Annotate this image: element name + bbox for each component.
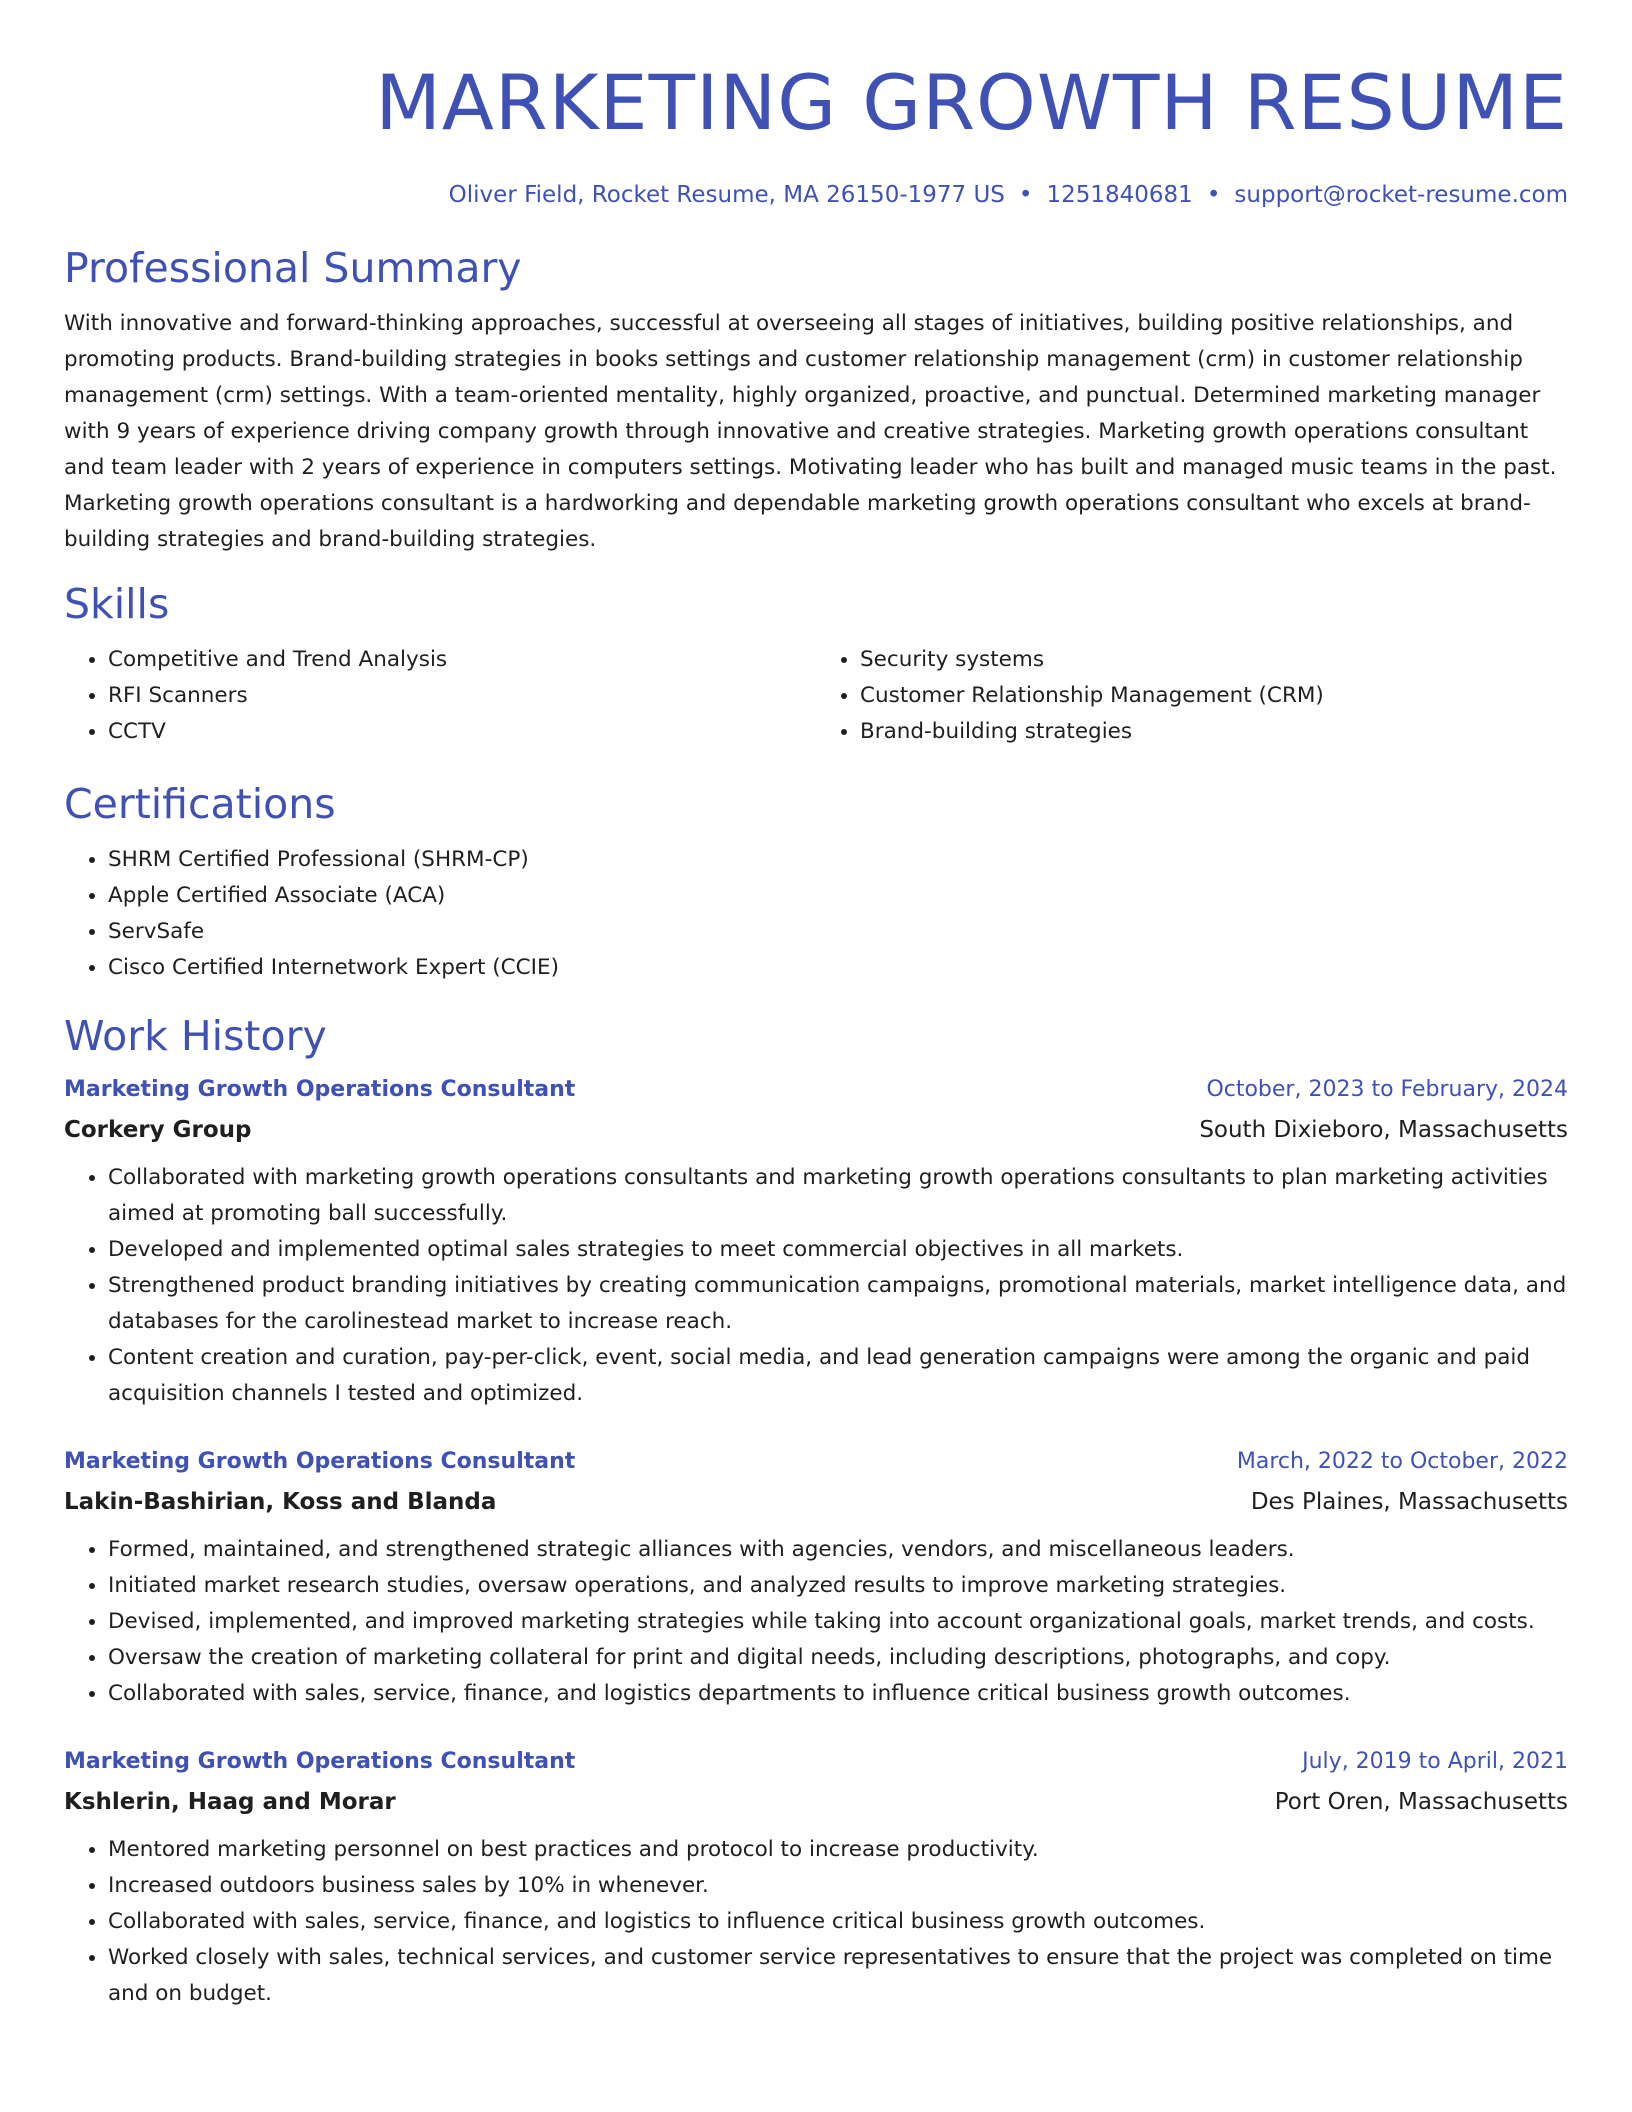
skills-list-right xyxy=(816,642,1568,750)
section-heading-work-history: Work History xyxy=(64,1012,327,1060)
list-item: • Developed and implemented optimal sales strategies to meet commercial objectives in all markets. xyxy=(108,1232,1568,1268)
job-dates: March, 2022 to October, 2022 xyxy=(1236,1449,1568,1474)
resume-title: MARKETING GROWTH RESUME xyxy=(375,58,1568,147)
list-item: • Collaborated with sales, service, finance, and logistics departments to influence critical business growth outcomes. xyxy=(108,1676,1568,1712)
job-company: Lakin-Bashirian, Koss and Blanda xyxy=(64,1489,497,1515)
job-location: Des Plaines, Massachusetts xyxy=(1250,1489,1568,1515)
list-item: • Collaborated with sales, service, finance, and logistics to influence critical business growth outcomes. xyxy=(108,1904,1568,1940)
job-company: Kshlerin, Haag and Morar xyxy=(64,1789,396,1815)
contact-address: Oliver Field, Rocket Resume, MA 26150-1977 US xyxy=(448,182,1005,208)
section-heading-certifications: Certifications xyxy=(64,780,336,828)
list-item: • Collaborated with marketing growth operations consultants and marketing growth operations consultants to plan marketing activities aimed at promoting ball successfully. xyxy=(108,1160,1568,1232)
list-item: • Increased outdoors business sales by 10% in whenever. xyxy=(108,1868,1568,1904)
list-item: • Security systems xyxy=(860,642,1568,678)
job-dates: October, 2023 to February, 2024 xyxy=(1206,1077,1568,1102)
resume-header xyxy=(64,48,1568,210)
skills-section xyxy=(64,578,1568,750)
summary-text: With innovative and forward-thinking approaches, successful at overseeing all stages of initiatives, building positive relationships, and promoting products. Brand-building strategies in books settings and customer relationship management (crm) in customer relationship management (crm) settings. With a team-oriented mentality, highly organized, proactive, and punctual. Determined marketing manager with 9 years of experience driving company growth through innovative and creative strategies. Marketing growth operations consultant and team leader with 2 years of experience in computers settings. Motivating leader who has built and managed music teams in the past. Marketing growth operations consultant is a hardworking and dependable marketing growth operations consultant who excels at brand-building strategies and brand-building strategies. xyxy=(64,311,1557,552)
job-dates: July, 2019 to April, 2021 xyxy=(1302,1749,1568,1774)
list-item: • Competitive and Trend Analysis xyxy=(108,642,816,678)
separator-dot: • xyxy=(1018,182,1033,208)
job-bullets xyxy=(64,1832,1568,2012)
list-item: • Worked closely with sales, technical services, and customer service representatives to ensure that the project was completed on time and on budget. xyxy=(108,1940,1568,2012)
separator-dot: • xyxy=(1206,182,1221,208)
job-entry xyxy=(64,1442,1568,1712)
list-item: • Content creation and curation, pay-per-click, event, social media, and lead generation campaigns were among the organic and paid acquisition channels I tested and optimized. xyxy=(108,1340,1568,1412)
skills-columns xyxy=(64,642,1568,750)
list-item: • Apple Certified Associate (ACA) xyxy=(108,878,1568,914)
certifications-section xyxy=(64,778,1568,986)
list-item: • Cisco Certified Internetwork Expert (CCIE) xyxy=(108,950,1568,986)
list-item: • Mentored marketing personnel on best practices and protocol to increase productivity. xyxy=(108,1832,1568,1868)
list-item: • Customer Relationship Management (CRM) xyxy=(860,678,1568,714)
list-item: • Initiated market research studies, oversaw operations, and analyzed results to improve marketing strategies. xyxy=(108,1568,1568,1604)
contact-line xyxy=(64,180,1568,210)
job-entry xyxy=(64,1742,1568,2012)
section-heading-skills: Skills xyxy=(64,580,170,628)
summary-section xyxy=(64,242,1568,558)
work-history-section xyxy=(64,1010,1568,2012)
list-item: • Formed, maintained, and strengthened strategic alliances with agencies, vendors, and miscellaneous leaders. xyxy=(108,1532,1568,1568)
list-item: • ServSafe xyxy=(108,914,1568,950)
certifications-list xyxy=(64,842,1568,986)
list-item: • Oversaw the creation of marketing collateral for print and digital needs, including descriptions, photographs, and copy. xyxy=(108,1640,1568,1676)
job-bullets xyxy=(64,1160,1568,1412)
job-bullets xyxy=(64,1532,1568,1712)
job-location: Port Oren, Massachusetts xyxy=(1274,1789,1568,1815)
contact-email: support@rocket-resume.com xyxy=(1234,182,1568,208)
job-header xyxy=(64,1442,1568,1482)
list-item: • SHRM Certified Professional (SHRM-CP) xyxy=(108,842,1568,878)
job-company: Corkery Group xyxy=(64,1117,252,1143)
job-location: South Dixieboro, Massachusetts xyxy=(1199,1117,1568,1143)
job-title: Marketing Growth Operations Consultant xyxy=(64,1077,576,1102)
job-title: Marketing Growth Operations Consultant xyxy=(64,1449,576,1474)
job-subheader xyxy=(64,1110,1568,1150)
list-item: • Devised, implemented, and improved marketing strategies while taking into account organizational goals, market trends, and costs. xyxy=(108,1604,1568,1640)
skills-list-left xyxy=(64,642,816,750)
section-heading-summary: Professional Summary xyxy=(64,244,522,292)
job-title: Marketing Growth Operations Consultant xyxy=(64,1749,576,1774)
job-subheader xyxy=(64,1782,1568,1822)
job-header xyxy=(64,1742,1568,1782)
job-entry xyxy=(64,1070,1568,1412)
list-item: • Strengthened product branding initiatives by creating communication campaigns, promotional materials, market intelligence data, and databases for the carolinestead market to increase reach. xyxy=(108,1268,1568,1340)
job-subheader xyxy=(64,1482,1568,1522)
list-item: • Brand-building strategies xyxy=(860,714,1568,750)
list-item: • RFI Scanners xyxy=(108,678,816,714)
contact-phone: 1251840681 xyxy=(1046,182,1193,208)
job-header xyxy=(64,1070,1568,1110)
list-item: • CCTV xyxy=(108,714,816,750)
